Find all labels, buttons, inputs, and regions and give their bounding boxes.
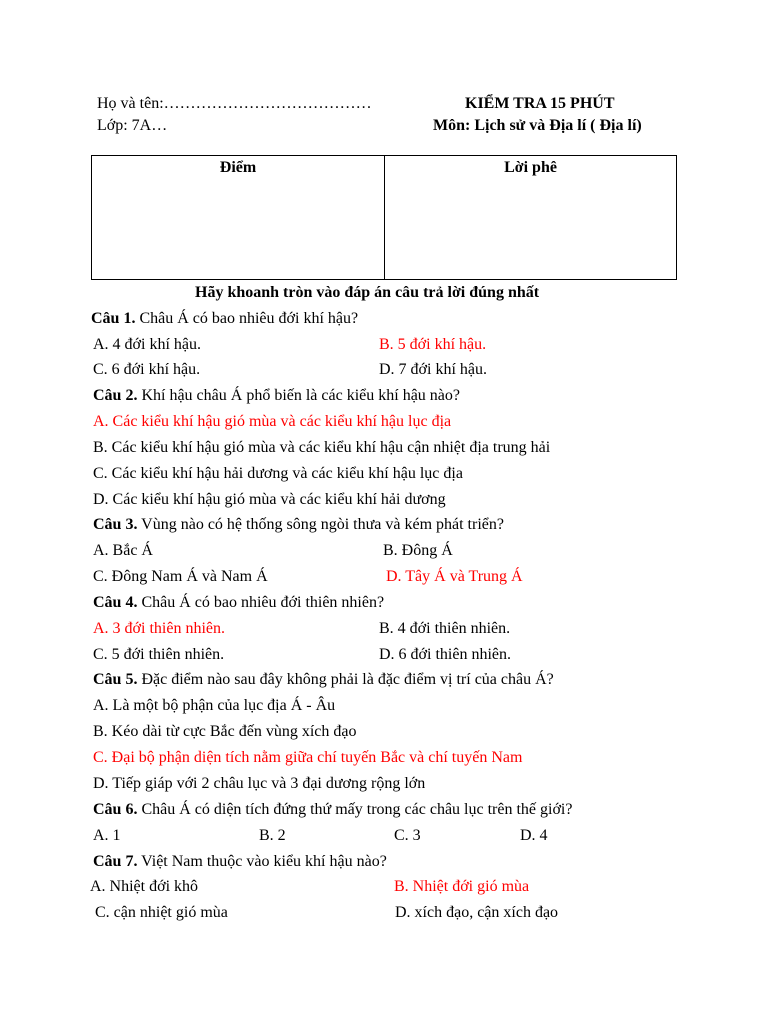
question-text: Châu Á có bao nhiêu đới khí hậu? (135, 310, 359, 327)
student-name-line: Họ và tên:………………………………… (97, 95, 372, 112)
question-3 (93, 515, 504, 535)
question-number: Câu 5. (93, 671, 138, 688)
q3-option-c[interactable]: C. Đông Nam Á và Nam Á (93, 568, 268, 585)
q7-option-a[interactable]: A. Nhiệt đới khô (90, 878, 199, 895)
question-text: Châu Á có bao nhiêu đới thiên nhiên? (137, 594, 385, 611)
question-number: Câu 3. (93, 516, 138, 533)
question-text: Khí hậu châu Á phổ biến là các kiểu khí hậu nào? (137, 387, 461, 404)
q1-option-c[interactable]: C. 6 đới khí hậu. (93, 361, 201, 378)
question-number: Câu 2. (93, 387, 138, 404)
question-text: Vùng nào có hệ thống sông ngòi thưa và kém phát triển? (137, 516, 504, 533)
q2-option-b[interactable]: B. Các kiểu khí hậu gió mùa và các kiểu khí hậu cận nhiệt địa trung hải (93, 439, 551, 456)
q1-option-a[interactable]: A. 4 đới khí hậu. (93, 336, 202, 353)
question-5 (93, 670, 554, 690)
question-number: Câu 4. (93, 594, 138, 611)
question-7 (93, 852, 387, 872)
grade-table (91, 155, 677, 280)
student-class-line: Lớp: 7A… (97, 117, 168, 134)
q2-option-a[interactable]: A. Các kiểu khí hậu gió mùa và các kiểu khí hậu lục địa (93, 413, 452, 430)
q5-option-c[interactable]: C. Đại bộ phận diện tích nằm giữa chí tuyến Bắc và chí tuyến Nam (93, 749, 523, 766)
question-number: Câu 1. (91, 310, 136, 327)
q4-option-a[interactable]: A. 3 đới thiên nhiên. (93, 620, 225, 637)
score-cell (92, 156, 385, 279)
question-text: Châu Á có diện tích đứng thứ mấy trong các châu lục trên thế giới? (137, 801, 573, 818)
q4-option-d[interactable]: D. 6 đới thiên nhiên. (379, 646, 511, 663)
q2-option-c[interactable]: C. Các kiểu khí hậu hải dương và các kiểu khí hậu lục địa (93, 465, 463, 482)
q1-option-b[interactable]: B. 5 đới khí hậu. (379, 336, 487, 353)
q6-option-a[interactable]: A. 1 (93, 827, 121, 844)
q7-option-b[interactable]: B. Nhiệt đới gió mùa (394, 878, 530, 895)
q6-option-c[interactable]: C. 3 (394, 827, 421, 844)
q2-option-d[interactable]: D. Các kiểu khí hậu gió mùa và các kiểu khí hải dương (93, 491, 446, 508)
score-label: Điểm (219, 159, 257, 176)
question-4 (93, 593, 384, 613)
question-2 (93, 386, 460, 406)
comment-cell (385, 156, 676, 279)
question-1 (91, 309, 358, 329)
subject-line: Môn: Lịch sử và Địa lí ( Địa lí) (433, 117, 642, 134)
q3-option-d[interactable]: D. Tây Á và Trung Á (386, 568, 523, 585)
q3-option-a[interactable]: A. Bắc Á (93, 542, 153, 559)
q3-option-b[interactable]: B. Đông Á (383, 542, 453, 559)
q6-option-d[interactable]: D. 4 (520, 827, 548, 844)
q1-option-d[interactable]: D. 7 đới khí hậu. (379, 361, 488, 378)
question-text: Đặc điểm nào sau đây không phải là đặc điểm vị trí của châu Á? (137, 671, 554, 688)
q5-option-d[interactable]: D. Tiếp giáp với 2 châu lục và 3 đại dương rộng lớn (93, 775, 426, 792)
comment-label: Lời phê (504, 159, 557, 176)
q7-option-c[interactable]: C. cận nhiệt gió mùa (95, 904, 228, 921)
q5-option-a[interactable]: A. Là một bộ phận của lục địa Á - Âu (93, 697, 336, 714)
q5-option-b[interactable]: B. Kéo dài từ cực Bắc đến vùng xích đạo (93, 723, 357, 740)
question-text: Việt Nam thuộc vào kiểu khí hậu nào? (137, 853, 387, 870)
question-6 (93, 800, 572, 820)
test-title: KIỂM TRA 15 PHÚT (465, 95, 615, 112)
q4-option-b[interactable]: B. 4 đới thiên nhiên. (379, 620, 511, 637)
q4-option-c[interactable]: C. 5 đới thiên nhiên. (93, 646, 225, 663)
question-number: Câu 7. (93, 853, 138, 870)
q7-option-d[interactable]: D. xích đạo, cận xích đạo (395, 904, 559, 921)
q6-option-b[interactable]: B. 2 (259, 827, 286, 844)
instruction: Hãy khoanh tròn vào đáp án câu trả lời đúng nhất (195, 284, 540, 301)
question-number: Câu 6. (93, 801, 138, 818)
